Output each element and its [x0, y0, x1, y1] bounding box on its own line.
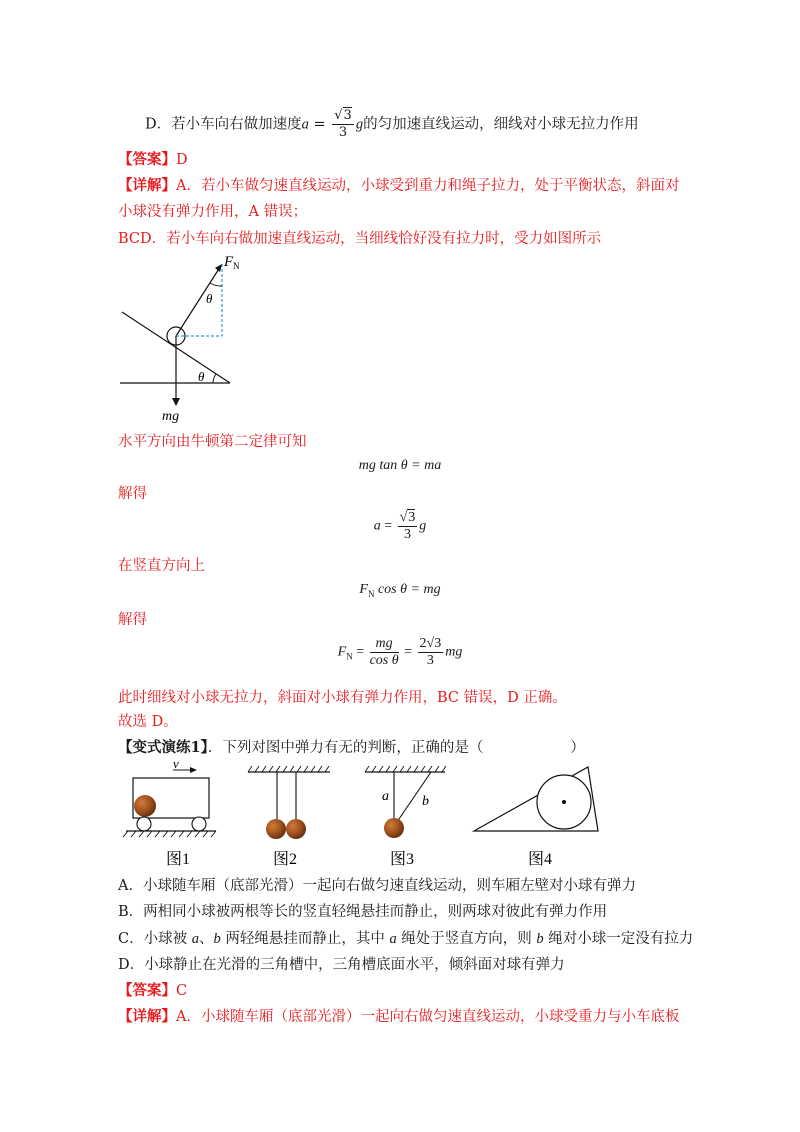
exercise-title: 【变式演练1】．下列对图中弹力有无的判断，正确的是（ ）	[118, 739, 585, 756]
step-1: 水平方向由牛顿第二定律可知	[118, 434, 307, 450]
fraction: $\frac{√3}{3}$	[334, 108, 352, 140]
option-d: D．若小车向右做加速度a = $\frac{√3}{3}$ g的匀加速直线运动，细线对小球无拉力作用	[145, 108, 639, 140]
fraction: $\frac{2√3}{3}$	[419, 636, 442, 668]
caption-fig-1: 图1	[166, 851, 191, 868]
detail-1-line-2: 小球没有弹力作用，A 错误；	[118, 204, 308, 220]
figure-4-groove	[474, 767, 598, 831]
normal-force-arrowhead	[215, 264, 222, 272]
fn-subscript: N	[233, 261, 240, 271]
caption-fig-4: 图4	[528, 851, 553, 868]
detail-2-line-1: 【详解】A．小球随车厢（底部光滑）一起向右做匀速直线运动，小球受重力与小车底板	[118, 1008, 680, 1025]
option-a: A．小球随车厢（底部光滑）一起向右做匀速直线运动，则车厢左壁对小球有弹力	[118, 878, 636, 894]
gravity-arrowhead	[172, 398, 180, 406]
ball	[266, 819, 286, 839]
angle-arc-top	[210, 283, 222, 286]
detail-1-line-3: BCD．若小车向右做加速直线运动，当细线恰好没有拉力时，受力如图所示	[118, 231, 602, 247]
theta-bottom-label: θ	[198, 369, 205, 384]
option-d-exercise: D．小球静止在光滑的三角槽中，三角槽底面水平，倾斜面对球有弹力	[118, 957, 565, 973]
fraction: $\frac{mg}{\text{cos θ}}$	[369, 636, 399, 668]
force-diagram	[118, 250, 238, 422]
answer-1: 【答案】D	[118, 151, 188, 168]
equation-2: a = $\frac{√3}{3}$ g	[373, 510, 427, 542]
fraction: $\frac{√3}{3}$	[399, 510, 416, 542]
ball	[286, 819, 306, 839]
exercise-figures	[118, 756, 618, 872]
caption-fig-3: 图3	[390, 851, 415, 868]
figure-3-ropes	[365, 766, 446, 838]
wheel	[192, 817, 206, 831]
step-3: 在竖直方向上	[118, 558, 205, 574]
mg-label: mg	[162, 409, 180, 424]
fn-label: F	[224, 254, 234, 270]
rope-a-label: a	[382, 789, 389, 804]
caption-fig-2: 图2	[273, 851, 298, 868]
velocity-label: v	[173, 756, 179, 771]
ball	[134, 795, 156, 817]
rope-b-label: b	[422, 794, 429, 809]
option-c: C．小球被 a、b 两轻绳悬挂而静止，其中 a 绳处于竖直方向，则 b 绳对小球一定没有拉力	[118, 931, 694, 947]
option-b: B．两相同小球被两根等长的竖直轻绳悬挂而静止，则两球对彼此有弹力作用	[118, 904, 608, 920]
conclusion-1: 此时细线对小球无拉力，斜面对小球有弹力作用，BC 错误，D 正确。	[118, 690, 567, 706]
step-4: 解得	[118, 612, 147, 628]
theta-top-label: θ	[206, 291, 213, 306]
equation-3: $F_N$ cos θ = mg	[359, 582, 441, 599]
normal-force-arrow	[176, 264, 222, 336]
equation-4: $F_N$ = $\frac{mg}{\text{cos θ}}$ = $\frac{2√3}{3}$ mg	[337, 636, 463, 668]
wheel	[137, 817, 151, 831]
detail-1-line-1: 【详解】A．若小车做匀速直线运动，小球受到重力和绳子拉力，处于平衡状态，斜面对	[118, 177, 680, 194]
figure-1-cart	[123, 756, 216, 837]
figure-2-hanging-balls	[248, 766, 330, 839]
step-2: 解得	[118, 486, 147, 502]
answer-2: 【答案】C	[118, 982, 188, 999]
angle-arc-bottom	[213, 374, 216, 383]
conclusion-2: 故选 D。	[118, 714, 178, 730]
ball	[384, 818, 404, 838]
equation-1: mg tan θ = ma	[358, 458, 442, 473]
